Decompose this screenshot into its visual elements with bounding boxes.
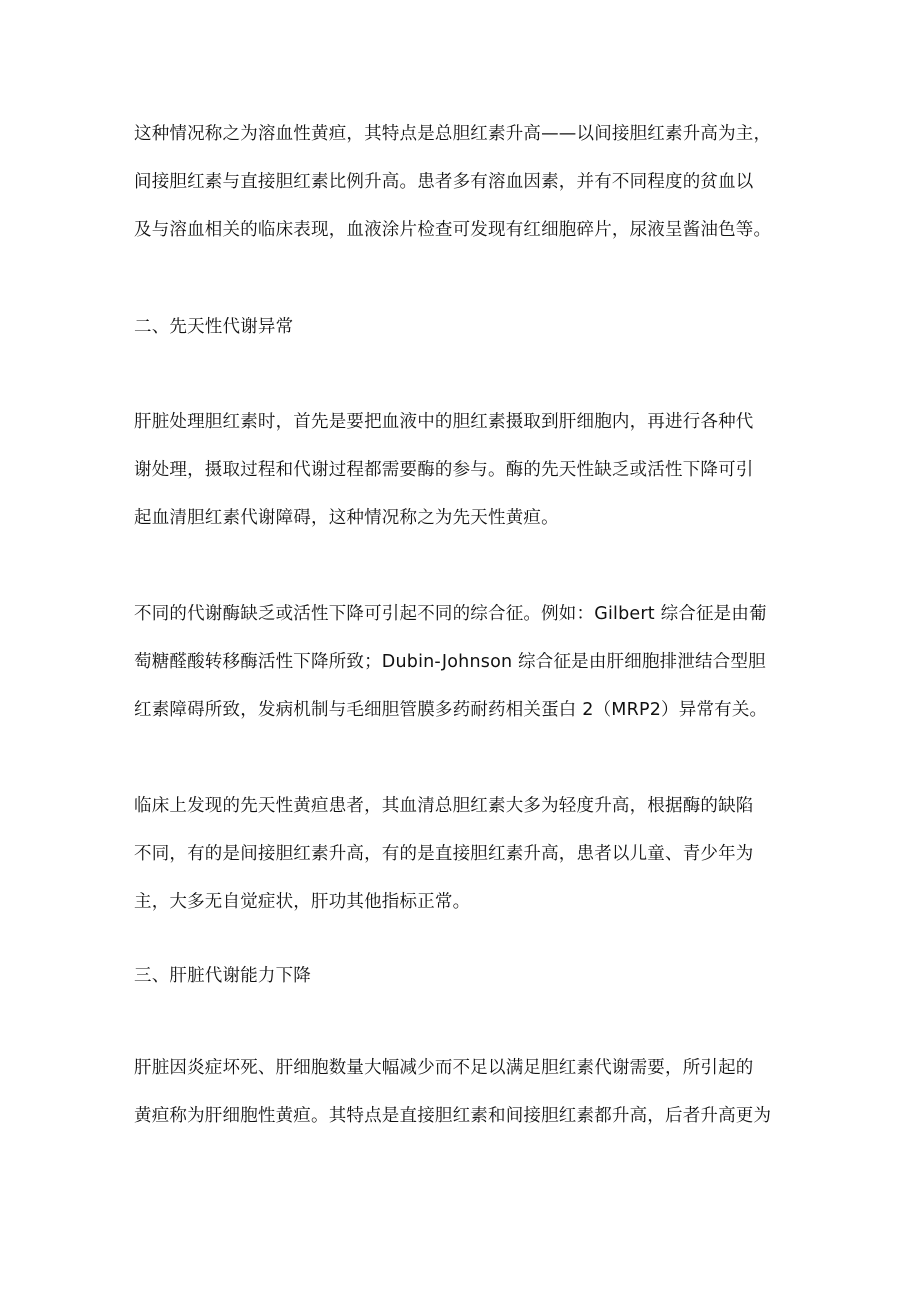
text-line: 黄疸称为肝细胞性黄疸。其特点是直接胆红素和间接胆红素都升高，后者升高更为 <box>134 1106 772 1126</box>
section-heading-liver-capacity <box>134 952 794 1000</box>
section-heading: 三、肝脏代谢能力下降 <box>134 966 311 986</box>
text-line: 不同的代谢酶缺乏或活性下降可引起不同的综合征。例如：Gilbert 综合征是由葡 <box>134 604 767 624</box>
text-line: 起血清胆红素代谢障碍，这种情况称之为先天性黄疸。 <box>134 508 559 528</box>
text-line: 及与溶血相关的临床表现，血液涂片检查可发现有红细胞碎片，尿液呈酱油色等。 <box>134 220 772 240</box>
section-heading: 二、先天性代谢异常 <box>134 317 294 337</box>
text-line: 这种情况称之为溶血性黄疸，其特点是总胆红素升高——以间接胆红素升高为主， <box>134 124 772 144</box>
paragraph-congenital-intro <box>134 398 794 542</box>
text-line: 主，大多无自觉症状，肝功其他指标正常。 <box>134 892 471 912</box>
text-line: 临床上发现的先天性黄疸患者，其血清总胆红素大多为轻度升高，根据酶的缺陷 <box>134 796 754 816</box>
section-heading-congenital <box>134 303 794 351</box>
text-line: 肝脏因炎症坏死、肝细胞数量大幅减少而不足以满足胆红素代谢需要，所引起的 <box>134 1058 754 1078</box>
paragraph-hemolytic-jaundice <box>134 110 794 254</box>
text-line: 间接胆红素与直接胆红素比例升高。患者多有溶血因素，并有不同程度的贫血以 <box>134 172 754 192</box>
paragraph-hepatocellular-jaundice <box>134 1044 794 1140</box>
text-line: 肝脏处理胆红素时，首先是要把血液中的胆红素摄取到肝细胞内，再进行各种代 <box>134 412 754 432</box>
text-line: 谢处理，摄取过程和代谢过程都需要酶的参与。酶的先天性缺乏或活性下降可引 <box>134 460 754 480</box>
paragraph-clinical-findings <box>134 782 794 926</box>
text-line: 萄糖醛酸转移酶活性下降所致；Dubin-Johnson 综合征是由肝细胞排泄结合型胆 <box>134 652 766 672</box>
text-line: 不同，有的是间接胆红素升高，有的是直接胆红素升高，患者以儿童、青少年为 <box>134 844 754 864</box>
text-line: 红素障碍所致，发病机制与毛细胆管膜多药耐药相关蛋白 2（MRP2）异常有关。 <box>134 700 768 720</box>
paragraph-syndromes <box>134 590 794 734</box>
